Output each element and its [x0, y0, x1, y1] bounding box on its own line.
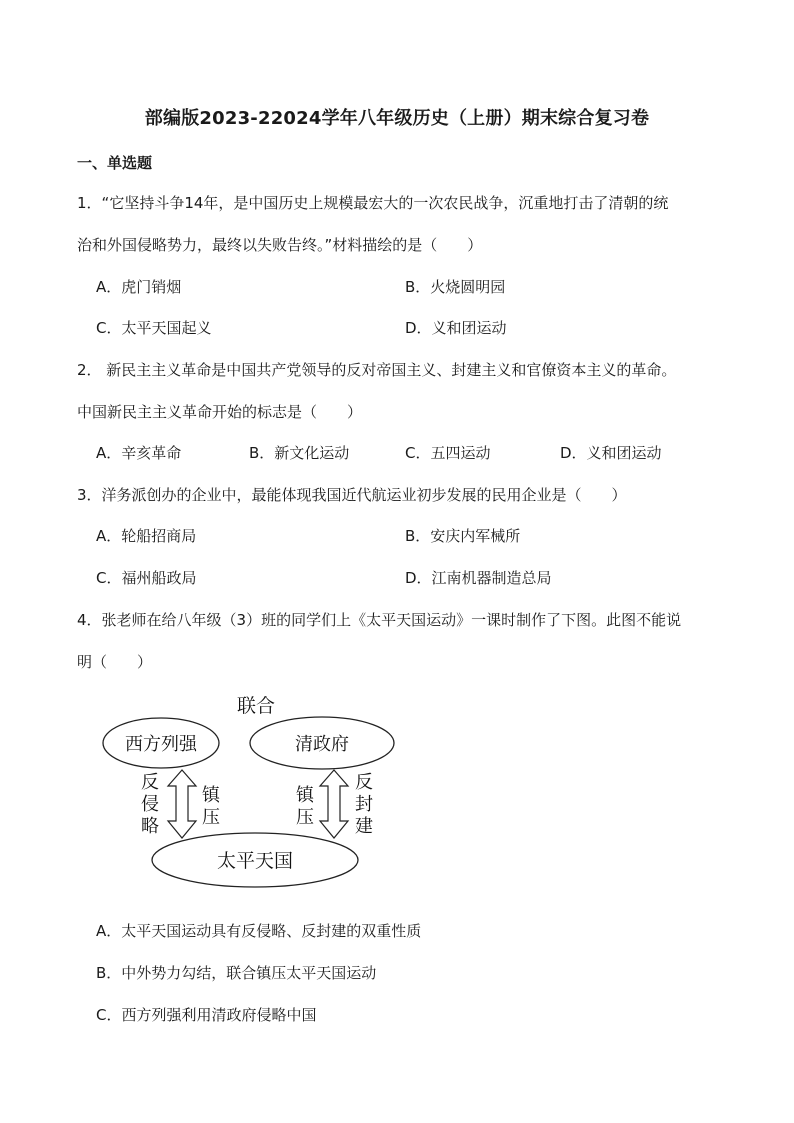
- q4-option-c[interactable]: C．西方列强利用清政府侵略中国: [96, 1006, 317, 1024]
- right-outer-char-3: 建: [355, 816, 373, 837]
- question-2-line-2: 中国新民主主义革命开始的标志是（ ）: [77, 403, 363, 421]
- right-double-arrow: [320, 770, 348, 838]
- q1-option-b[interactable]: B．火烧圆明园: [405, 278, 506, 296]
- left-inner-char-2: 压: [202, 807, 220, 828]
- right-inner-char-2: 压: [296, 807, 314, 828]
- left-outer-char-2: 侵: [141, 794, 159, 815]
- right-inner-char-1: 镇: [296, 785, 314, 806]
- q2-option-c[interactable]: C．五四运动: [405, 444, 491, 462]
- question-4-line-2: 明（ ）: [77, 653, 153, 671]
- q1-option-d[interactable]: D．义和团运动: [405, 319, 507, 337]
- q2-option-d[interactable]: D．义和团运动: [560, 444, 662, 462]
- q4-option-b[interactable]: B．中外势力勾结，联合镇压太平天国运动: [96, 964, 377, 982]
- q3-option-d[interactable]: D．江南机器制造总局: [405, 569, 552, 587]
- question-1-line-1: 1．“它坚持斗争14年，是中国历史上规模最宏大的一次农民战争，沉重地打击了清朝的统: [77, 194, 669, 212]
- taiping-relation-diagram: [98, 690, 412, 890]
- diagram-top-label: 联合: [236, 695, 276, 717]
- q3-option-a[interactable]: A．轮船招商局: [96, 527, 197, 545]
- question-2-line-1: 2． 新民主主义革命是中国共产党领导的反对帝国主义、封建主义和官僚资本主义的革命。: [77, 361, 677, 379]
- q2-option-a[interactable]: A．辛亥革命: [96, 444, 182, 462]
- right-outer-char-2: 封: [355, 794, 373, 815]
- right-outer-char-1: 反: [355, 772, 373, 793]
- question-3-line-1: 3．洋务派创办的企业中，最能体现我国近代航运业初步发展的民用企业是（ ）: [77, 486, 627, 504]
- western-powers-label: 西方列强: [125, 734, 197, 755]
- q4-option-a[interactable]: A．太平天国运动具有反侵略、反封建的双重性质: [96, 922, 422, 940]
- qing-government-label: 清政府: [295, 734, 349, 755]
- taiping-label: 太平天国: [216, 850, 294, 872]
- q1-option-a[interactable]: A．虎门销烟: [96, 278, 182, 296]
- q2-option-b[interactable]: B．新文化运动: [249, 444, 350, 462]
- q3-option-c[interactable]: C．福州船政局: [96, 569, 197, 587]
- question-4-line-1: 4．张老师在给八年级（3）班的同学们上《太平天国运动》一课时制作了下图。此图不能说: [77, 611, 682, 629]
- section-heading: 一、单选题: [77, 154, 153, 172]
- q3-option-b[interactable]: B．安庆内军械所: [405, 527, 521, 545]
- left-inner-char-1: 镇: [202, 785, 220, 806]
- document-title: 部编版2023-22024学年八年级历史（上册）期末综合复习卷: [144, 108, 650, 129]
- question-1-line-2: 治和外国侵略势力，最终以失败告终。”材料描绘的是（ ）: [77, 236, 483, 254]
- left-outer-char-3: 略: [141, 816, 159, 837]
- left-double-arrow: [168, 770, 196, 838]
- q1-option-c[interactable]: C．太平天国起义: [96, 319, 212, 337]
- left-outer-char-1: 反: [141, 772, 159, 793]
